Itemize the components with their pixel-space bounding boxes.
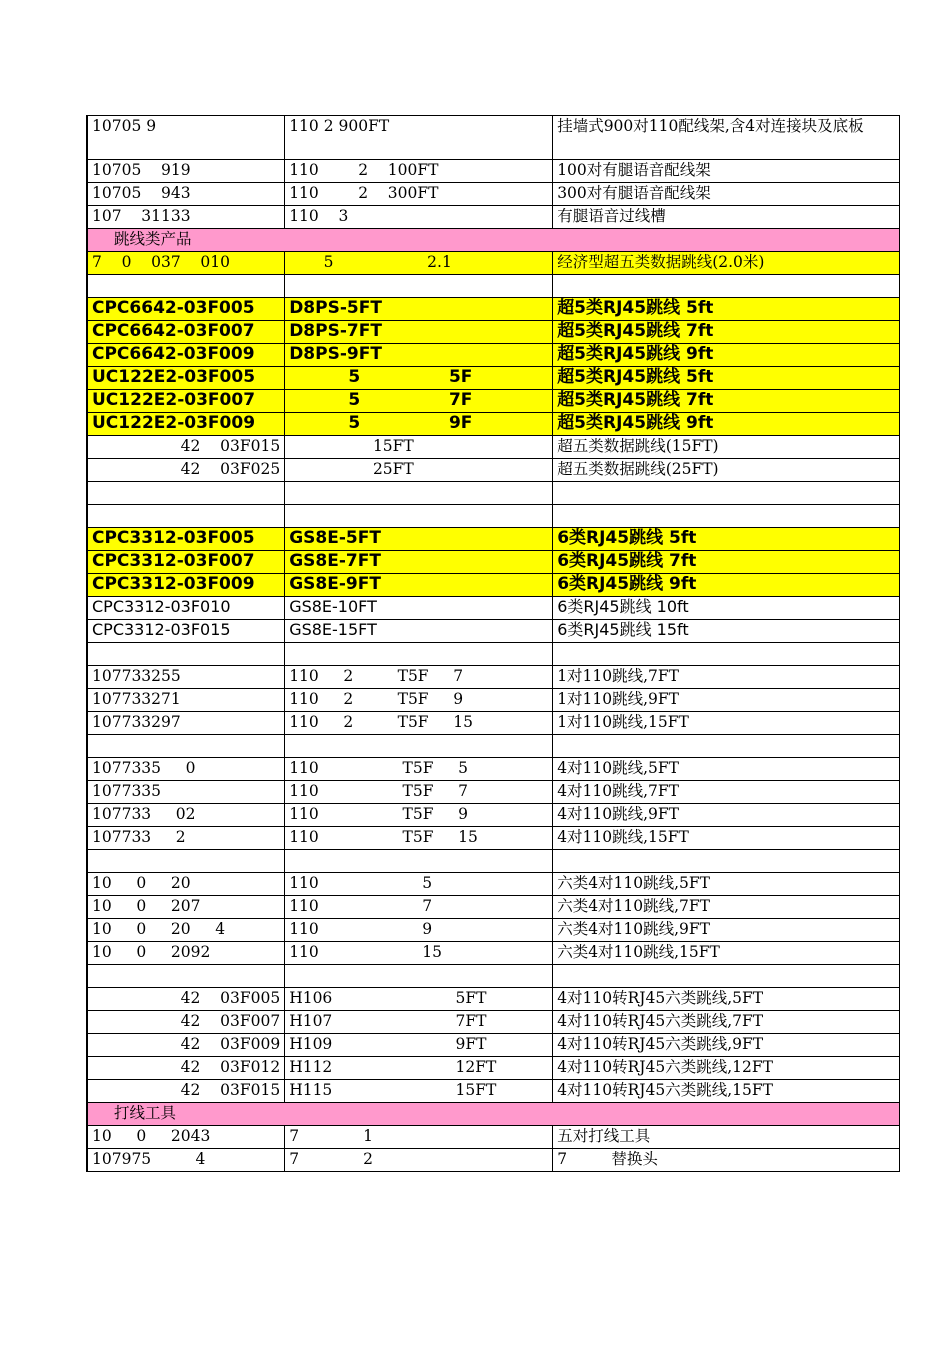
- description-cell: [553, 482, 900, 505]
- table-row: [87, 459, 900, 482]
- model-cell: 7 1: [285, 1126, 553, 1149]
- model-cell: 110 T5F 5: [285, 758, 553, 781]
- model-cell: GS8E-9FT: [285, 574, 553, 597]
- table-row: [87, 1126, 900, 1149]
- description-cell: 六类4对110跳线,5FT: [553, 873, 900, 896]
- table-row: [87, 298, 900, 321]
- model-cell: H112 12FT: [285, 1057, 553, 1080]
- description-cell: 4对110转RJ45六类跳线,7FT: [553, 1011, 900, 1034]
- part-number-cell: 107733271: [87, 689, 285, 712]
- part-number-cell: 10705 943: [87, 183, 285, 206]
- section-header-row: [87, 1103, 900, 1126]
- table-row: [87, 1011, 900, 1034]
- model-cell: H115 15FT: [285, 1080, 553, 1103]
- blank-row: [87, 505, 900, 528]
- table-row: [87, 551, 900, 574]
- table-row: [87, 390, 900, 413]
- table-row: [87, 574, 900, 597]
- description-cell: 超5类RJ45跳线 7ft: [553, 390, 900, 413]
- part-number-cell: 107733297: [87, 712, 285, 735]
- part-number-cell: [87, 505, 285, 528]
- description-cell: 1对110跳线,9FT: [553, 689, 900, 712]
- model-cell: D8PS-5FT: [285, 298, 553, 321]
- description-cell: 6类RJ45跳线 5ft: [553, 528, 900, 551]
- blank-row: [87, 965, 900, 988]
- model-cell: 5 2.1: [285, 252, 553, 275]
- part-number-cell: 1077335: [87, 781, 285, 804]
- part-number-cell: 10 0 20 4: [87, 919, 285, 942]
- table-row: [87, 321, 900, 344]
- table-row: [87, 873, 900, 896]
- description-cell: 4对110转RJ45六类跳线,15FT: [553, 1080, 900, 1103]
- part-number-cell: CPC3312-03F010: [87, 597, 285, 620]
- model-cell: H106 5FT: [285, 988, 553, 1011]
- description-cell: 4对110转RJ45六类跳线,5FT: [553, 988, 900, 1011]
- model-cell: GS8E-7FT: [285, 551, 553, 574]
- table-row: [87, 666, 900, 689]
- model-cell: [285, 275, 553, 298]
- table-row: [87, 804, 900, 827]
- part-number-cell: 42 03F015: [87, 436, 285, 459]
- model-cell: H109 9FT: [285, 1034, 553, 1057]
- description-cell: [553, 850, 900, 873]
- model-cell: 15FT: [285, 436, 553, 459]
- model-cell: H107 7FT: [285, 1011, 553, 1034]
- model-cell: GS8E-10FT: [285, 597, 553, 620]
- description-cell: 超五类数据跳线(25FT): [553, 459, 900, 482]
- part-number-cell: 107975 4: [87, 1149, 285, 1172]
- table-row: [87, 1057, 900, 1080]
- product-table-body: [87, 116, 900, 1172]
- part-number-cell: UC122E2-03F005: [87, 367, 285, 390]
- description-cell: 超5类RJ45跳线 5ft: [553, 367, 900, 390]
- part-number-cell: 42 03F009: [87, 1034, 285, 1057]
- part-number-cell: 42 03F025: [87, 459, 285, 482]
- description-cell: 六类4对110跳线,15FT: [553, 942, 900, 965]
- description-cell: 4对110跳线,7FT: [553, 781, 900, 804]
- blank-row: [87, 643, 900, 666]
- part-number-cell: CPC3312-03F005: [87, 528, 285, 551]
- part-number-cell: 10705 919: [87, 160, 285, 183]
- product-table: [86, 115, 900, 1172]
- model-cell: GS8E-15FT: [285, 620, 553, 643]
- table-row: [87, 413, 900, 436]
- description-cell: 6类RJ45跳线 10ft: [553, 597, 900, 620]
- part-number-cell: 7 0 037 010: [87, 252, 285, 275]
- model-cell: 110 15: [285, 942, 553, 965]
- description-cell: [553, 275, 900, 298]
- model-cell: [285, 643, 553, 666]
- description-cell: 4对110转RJ45六类跳线,12FT: [553, 1057, 900, 1080]
- description-cell: 超五类数据跳线(15FT): [553, 436, 900, 459]
- table-row: [87, 116, 900, 160]
- description-cell: 4对110跳线,9FT: [553, 804, 900, 827]
- description-cell: 挂墙式900对110配线架,含4对连接块及底板: [553, 116, 900, 160]
- description-cell: 有腿语音过线槽: [553, 206, 900, 229]
- model-cell: 110 T5F 15: [285, 827, 553, 850]
- description-cell: 五对打线工具: [553, 1126, 900, 1149]
- table-row: [87, 436, 900, 459]
- model-cell: 110 2 T5F 15: [285, 712, 553, 735]
- table-row: [87, 160, 900, 183]
- description-cell: 6类RJ45跳线 9ft: [553, 574, 900, 597]
- description-cell: 超5类RJ45跳线 9ft: [553, 344, 900, 367]
- section-title: 跳线类产品: [87, 229, 900, 252]
- part-number-cell: [87, 482, 285, 505]
- model-cell: 5 9F: [285, 413, 553, 436]
- table-row: [87, 1149, 900, 1172]
- part-number-cell: 10705 9: [87, 116, 285, 160]
- model-cell: 110 3: [285, 206, 553, 229]
- table-row: [87, 942, 900, 965]
- description-cell: [553, 505, 900, 528]
- model-cell: [285, 850, 553, 873]
- part-number-cell: CPC3312-03F009: [87, 574, 285, 597]
- table-row: [87, 988, 900, 1011]
- model-cell: [285, 505, 553, 528]
- part-number-cell: UC122E2-03F009: [87, 413, 285, 436]
- part-number-cell: 42 03F007: [87, 1011, 285, 1034]
- part-number-cell: [87, 643, 285, 666]
- part-number-cell: 10 0 2043: [87, 1126, 285, 1149]
- description-cell: 4对110跳线,15FT: [553, 827, 900, 850]
- description-cell: 4对110跳线,5FT: [553, 758, 900, 781]
- part-number-cell: CPC6642-03F005: [87, 298, 285, 321]
- section-title: 打线工具: [87, 1103, 900, 1126]
- part-number-cell: 107733 02: [87, 804, 285, 827]
- description-cell: 超5类RJ45跳线 7ft: [553, 321, 900, 344]
- table-row: [87, 896, 900, 919]
- model-cell: 110 2 T5F 9: [285, 689, 553, 712]
- part-number-cell: 10 0 2092: [87, 942, 285, 965]
- model-cell: [285, 965, 553, 988]
- part-number-cell: [87, 735, 285, 758]
- model-cell: 110 2 100FT: [285, 160, 553, 183]
- table-row: [87, 1080, 900, 1103]
- part-number-cell: 107733255: [87, 666, 285, 689]
- description-cell: 6类RJ45跳线 7ft: [553, 551, 900, 574]
- part-number-cell: 42 03F012: [87, 1057, 285, 1080]
- table-row: [87, 1034, 900, 1057]
- model-cell: 110 2 T5F 7: [285, 666, 553, 689]
- model-cell: 110 7: [285, 896, 553, 919]
- part-number-cell: 42 03F015: [87, 1080, 285, 1103]
- part-number-cell: 10 0 207: [87, 896, 285, 919]
- blank-row: [87, 275, 900, 298]
- model-cell: 110 2 300FT: [285, 183, 553, 206]
- part-number-cell: CPC3312-03F015: [87, 620, 285, 643]
- blank-row: [87, 735, 900, 758]
- model-cell: 7 2: [285, 1149, 553, 1172]
- description-cell: 300对有腿语音配线架: [553, 183, 900, 206]
- part-number-cell: CPC6642-03F007: [87, 321, 285, 344]
- description-cell: 6类RJ45跳线 15ft: [553, 620, 900, 643]
- table-row: [87, 827, 900, 850]
- table-row: [87, 252, 900, 275]
- description-cell: 7 替换头: [553, 1149, 900, 1172]
- part-number-cell: UC122E2-03F007: [87, 390, 285, 413]
- model-cell: [285, 482, 553, 505]
- model-cell: 110 2 900FT: [285, 116, 553, 160]
- part-number-cell: CPC6642-03F009: [87, 344, 285, 367]
- part-number-cell: CPC3312-03F007: [87, 551, 285, 574]
- part-number-cell: 1077335 0: [87, 758, 285, 781]
- table-row: [87, 689, 900, 712]
- description-cell: [553, 735, 900, 758]
- model-cell: D8PS-9FT: [285, 344, 553, 367]
- table-row: [87, 597, 900, 620]
- blank-row: [87, 850, 900, 873]
- description-cell: [553, 643, 900, 666]
- description-cell: 100对有腿语音配线架: [553, 160, 900, 183]
- model-cell: 110 5: [285, 873, 553, 896]
- table-row: [87, 206, 900, 229]
- part-number-cell: 10 0 20: [87, 873, 285, 896]
- description-cell: 1对110跳线,7FT: [553, 666, 900, 689]
- table-row: [87, 781, 900, 804]
- section-header-row: [87, 229, 900, 252]
- model-cell: 5 5F: [285, 367, 553, 390]
- blank-row: [87, 482, 900, 505]
- table-row: [87, 183, 900, 206]
- part-number-cell: 107 31133: [87, 206, 285, 229]
- part-number-cell: 107733 2: [87, 827, 285, 850]
- table-row: [87, 758, 900, 781]
- table-row: [87, 712, 900, 735]
- table-row: [87, 620, 900, 643]
- part-number-cell: [87, 275, 285, 298]
- table-row: [87, 367, 900, 390]
- model-cell: [285, 735, 553, 758]
- table-row: [87, 344, 900, 367]
- model-cell: 110 T5F 7: [285, 781, 553, 804]
- model-cell: D8PS-7FT: [285, 321, 553, 344]
- part-number-cell: [87, 850, 285, 873]
- description-cell: 六类4对110跳线,7FT: [553, 896, 900, 919]
- part-number-cell: 42 03F005: [87, 988, 285, 1011]
- model-cell: 110 T5F 9: [285, 804, 553, 827]
- description-cell: 4对110转RJ45六类跳线,9FT: [553, 1034, 900, 1057]
- description-cell: 超5类RJ45跳线 5ft: [553, 298, 900, 321]
- table-row: [87, 919, 900, 942]
- model-cell: 110 9: [285, 919, 553, 942]
- model-cell: 25FT: [285, 459, 553, 482]
- description-cell: 1对110跳线,15FT: [553, 712, 900, 735]
- part-number-cell: [87, 965, 285, 988]
- description-cell: [553, 965, 900, 988]
- table-row: [87, 528, 900, 551]
- description-cell: 六类4对110跳线,9FT: [553, 919, 900, 942]
- description-cell: 经济型超五类数据跳线(2.0米): [553, 252, 900, 275]
- description-cell: 超5类RJ45跳线 9ft: [553, 413, 900, 436]
- model-cell: 5 7F: [285, 390, 553, 413]
- model-cell: GS8E-5FT: [285, 528, 553, 551]
